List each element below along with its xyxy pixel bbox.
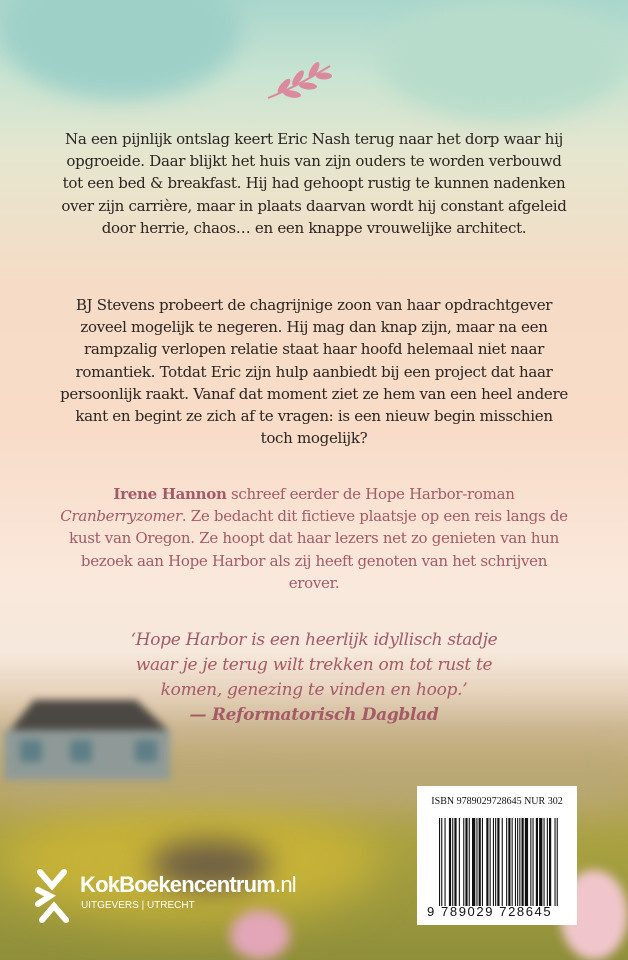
bg-shape [380, 0, 628, 120]
barcode-bar [495, 818, 496, 906]
review-quote [118, 628, 510, 728]
author-bio [60, 483, 568, 594]
barcode-bar [439, 818, 440, 906]
barcode-bar [476, 818, 477, 906]
bg-shape [230, 910, 290, 960]
barcode-bar [519, 818, 520, 906]
barcode-bar [544, 818, 545, 906]
barcode-bar [533, 818, 534, 906]
barcode-bar [454, 818, 456, 906]
author-text: schreef eerder de Hope Harbor-roman [226, 485, 515, 503]
barcode-bar [517, 818, 518, 906]
quote-source: — Reformatorisch Dagblad [189, 705, 439, 725]
barcode-bar [493, 818, 494, 906]
barcode-bar [482, 818, 483, 906]
barcode-number: 9 789029 728645 [427, 904, 553, 919]
barcode-bar [539, 818, 542, 906]
publisher-subtitle: UITGEVERS | UTRECHT [81, 900, 195, 911]
barcode-bars [439, 818, 559, 906]
barcode-bar [508, 818, 510, 906]
bg-shape [0, 0, 240, 100]
author-text: . Ze bedacht dit fictieve plaatsje op een reis langs de kust van Oregon. Ze hoopt dat haar lezers net zo genieten van hun bezoek aan Hope Harbor als zij heeft genoten van het schrijven erover. [69, 507, 568, 592]
barcode [417, 786, 577, 925]
barcode-bar [452, 818, 453, 906]
barcode-bar [465, 818, 467, 906]
blurb-paragraph-2: BJ Stevens probeert de chagrijnige zoon van haar opdrachtgever zoveel mogelijk te negeren. Hij mag dan knap zijn, maar na een rampzalig verlopen relatie staat haar hoofd helemaal niet naar romantiek. Totdat Eric zijn hulp aanbiedt bij een project dat haar persoonlijk raakt. Vanaf dat moment ziet ze hem van een heel andere kant en begint ze zich af te vragen: is een nieuw begin misschien toch mogelijk? [60, 296, 568, 448]
leaf-sprig-icon [264, 60, 336, 102]
author-name: Irene Hannon [113, 485, 227, 503]
barcode-bar [530, 818, 531, 906]
barcode-bar [449, 818, 451, 906]
barcode-bar [515, 818, 516, 906]
barcode-bar [547, 818, 548, 906]
barcode-bar [557, 818, 558, 906]
barcode-bar [497, 818, 499, 906]
barcode-bar [486, 818, 488, 906]
barcode-bar [459, 818, 460, 906]
barcode-bar [445, 818, 446, 906]
publisher-name: KokBoekencentrum.nl [80, 872, 296, 897]
barcode-bar [490, 818, 491, 906]
barcode-bar [472, 818, 475, 906]
barcode-bar [512, 818, 513, 906]
barcode-bar [479, 818, 481, 906]
book-title: Cranberryzomer [60, 507, 182, 526]
barcode-bar [549, 818, 551, 906]
barcode-bar [463, 818, 464, 906]
blurb-paragraph-1: Na een pijnlijk ontslag keert Eric Nash terug naar het dorp waar hij opgroeide. Daar blijkt het huis van zijn ouders te worden verbouwd tot een bed & breakfast. Hij had gehoopt rustig te kunnen nadenken over zijn carrière, maar in plaats daarvan wordt hij constant afgeleid door herrie, chaos… en een knappe vrouwelijke architect. [61, 130, 567, 237]
barcode-bar [555, 818, 556, 906]
barcode-bar [502, 818, 503, 906]
barcode-bar [441, 818, 442, 906]
quote-text: ‘Hope Harbor is een heerlijk idyllisch stadje waar je je terug wilt trekken om tot rust te komen, genezing te vinden en hoop.’ [130, 630, 498, 700]
barcode-bar [506, 818, 507, 906]
barcode-bar [469, 818, 470, 906]
kok-logo-icon [34, 868, 70, 924]
barcode-bar [536, 818, 538, 906]
isbn-label: ISBN 9789029728645 NUR 302 [431, 796, 563, 807]
barcode-bar [525, 818, 528, 906]
barcode-bar [522, 818, 524, 906]
